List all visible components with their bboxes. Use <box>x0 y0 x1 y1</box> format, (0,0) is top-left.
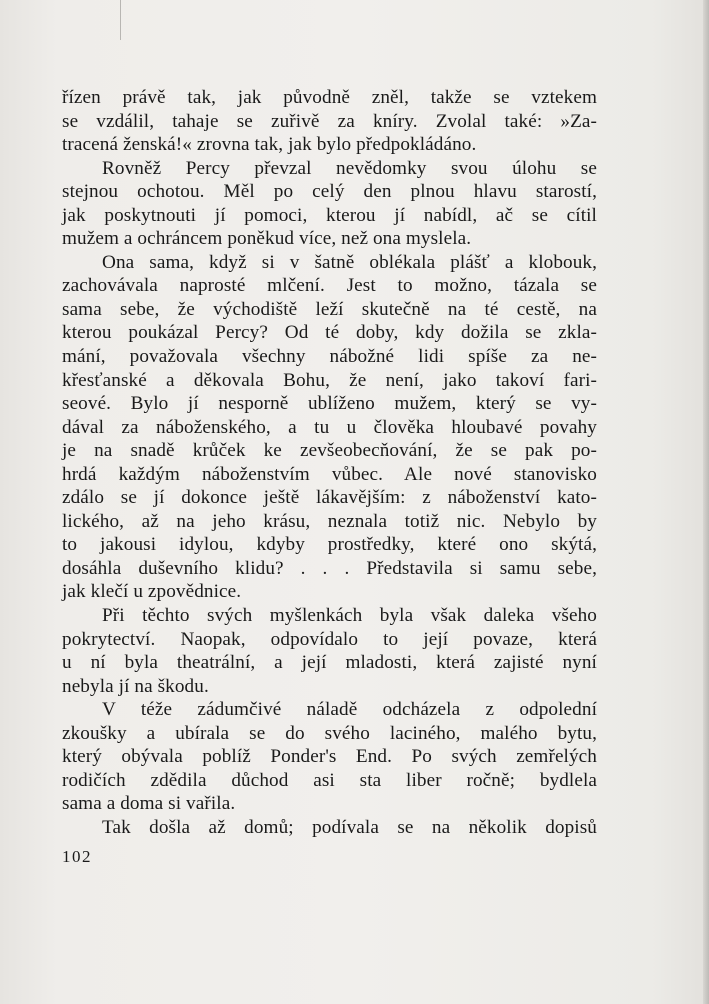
text-line: V téže zádumčivé náladě odcházela z odpolední <box>102 699 597 721</box>
text-line: u ní byla theatrální, a její mladosti, která zajisté nyní <box>62 652 597 674</box>
text-line: Tak došla až domů; podívala se na několik dopisů <box>102 816 597 838</box>
text-line: řízen právě tak, jak původně zněl, takže se vztekem <box>62 87 597 108</box>
text-line: to jakousi idylou, kdyby prostředky, které ono skýtá, <box>62 534 597 556</box>
text-line: pokrytectví. Naopak, odpovídalo to její povaze, která <box>62 628 597 650</box>
page-number: 102 <box>62 847 92 866</box>
text-line: hrdá každým náboženstvím vůbec. Ale nové stanovisko <box>62 463 597 485</box>
page-crease <box>120 0 121 40</box>
text-line: dával za náboženského, a tu u člověka hloubavé povahy <box>62 416 597 438</box>
text-line: stejnou ochotou. Měl po celý den plnou hlavu starostí, <box>62 181 597 203</box>
text-line: sama a doma si vařila. <box>62 793 236 815</box>
text-line: lického, až na jeho krásu, neznala totiž nic. Nebylo by <box>62 510 597 532</box>
text-line: kterou poukázal Percy? Od té doby, kdy dožila se zkla- <box>62 322 597 344</box>
text-line: tracená ženská!« zrovna tak, jak bylo předpokládáno. <box>62 134 477 156</box>
text-line: dosáhla duševního klidu? . . . Představila si samu sebe, <box>62 557 597 579</box>
page-body-text <box>62 86 597 840</box>
text-line: Ona sama, když si v šatně oblékala plášť a klobouk, <box>102 251 597 273</box>
text-line: je na snadě krůček ke zevšeobecňování, že se pak po- <box>62 440 597 462</box>
text-line: jak klečí u zpovědnice. <box>62 581 242 603</box>
text-line: zdálo se jí dokonce ještě lákavějším: z náboženství kato- <box>62 487 597 509</box>
text-line: sama sebe, že východiště leží skutečně na té cestě, na <box>62 298 597 320</box>
text-line: Při těchto svých myšlenkách byla však daleka všeho <box>102 605 597 627</box>
text-line: křesťanské a děkovala Bohu, že není, jako takoví fari- <box>62 369 597 391</box>
text-line: zkoušky a ubírala se do svého laciného, malého bytu, <box>62 722 597 744</box>
text-line: seové. Bylo jí nesporně ublíženo mužem, který se vy- <box>62 393 597 415</box>
text-line: mužem a ochráncem poněkud více, než ona myslela. <box>62 228 472 250</box>
text-line: Rovněž Percy převzal nevědomky svou úlohu se <box>102 157 597 179</box>
text-line: který obývala poblíž Ponder's End. Po svých zemřelých <box>62 746 597 768</box>
text-line: se vzdálil, tahaje se zuřivě za kníry. Zvolal také: »Za- <box>62 110 597 132</box>
text-line: zachovávala naprosté mlčení. Jest to možno, tázala se <box>62 275 597 297</box>
page-edge-shadow <box>703 0 709 1004</box>
text-line: mání, považovala všechny nábožné lidi spíše za ne- <box>62 346 597 368</box>
text-line: rodičích zdědila důchod asi sta liber ročně; bydlela <box>62 769 597 791</box>
text-line: jak poskytnouti jí pomoci, kterou jí nabídl, ač se cítil <box>62 204 597 226</box>
text-line: nebyla jí na škodu. <box>62 675 209 697</box>
